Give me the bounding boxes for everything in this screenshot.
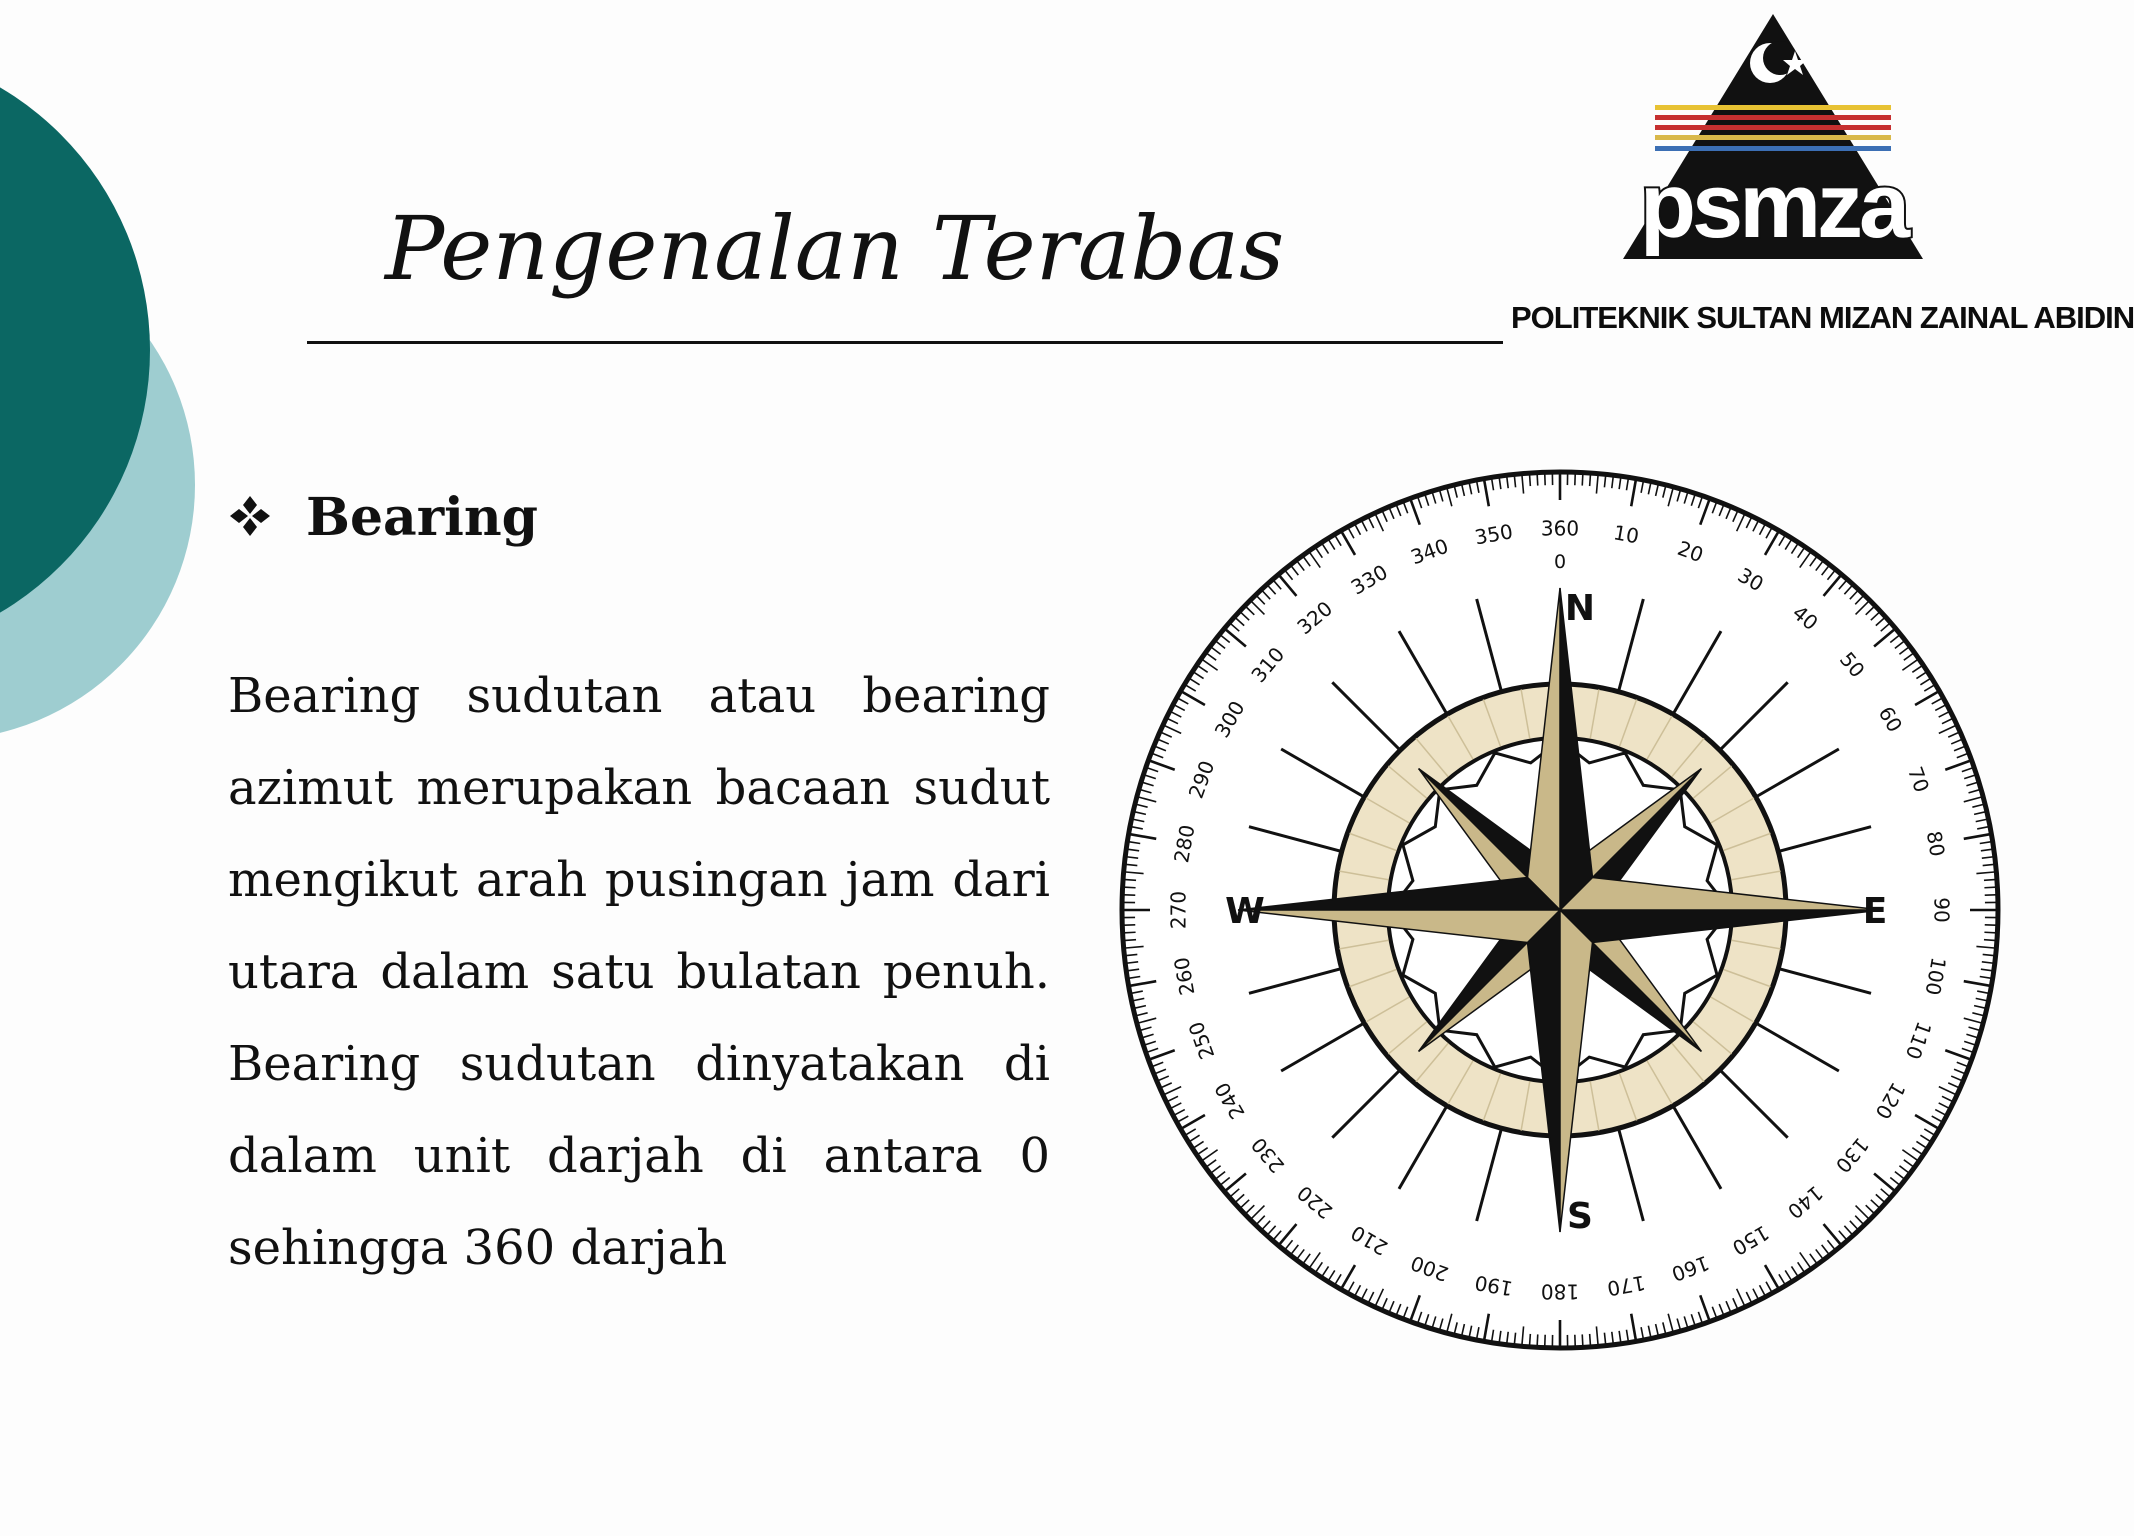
degree-tick	[1530, 475, 1531, 486]
degree-tick	[1537, 1334, 1538, 1345]
degree-label: 200	[1407, 1250, 1452, 1287]
degree-tick	[1125, 880, 1136, 881]
degree-label: 180	[1540, 1279, 1580, 1304]
logo-wordmark: psmza	[1639, 155, 1907, 257]
title-underline	[307, 341, 1503, 344]
degree-label: 260	[1169, 955, 1200, 998]
degree-zero-label: 0	[1553, 551, 1567, 573]
degree-label: 270	[1166, 890, 1191, 930]
degree-tick	[1984, 887, 1995, 888]
degree-label: 220	[1292, 1180, 1338, 1224]
degree-label: 120	[1870, 1078, 1911, 1124]
degree-tick	[1984, 880, 1995, 881]
degree-label: 60	[1873, 702, 1908, 737]
degree-label: 280	[1169, 822, 1200, 865]
degree-label: 250	[1183, 1018, 1220, 1063]
degree-label: 90	[1929, 897, 1954, 923]
south-label: S	[1567, 1196, 1593, 1237]
degree-label: 340	[1407, 533, 1452, 570]
logo-caption: POLITEKNIK SULTAN MIZAN ZAINAL ABIDIN	[1511, 300, 2134, 335]
degree-label: 100	[1920, 955, 1951, 998]
slide-title: Pengenalan Terabas	[385, 197, 1285, 300]
degree-label: 170	[1605, 1270, 1648, 1301]
diamond-bullet-icon	[228, 494, 272, 538]
north-label: N	[1564, 588, 1596, 629]
degree-tick	[1984, 932, 1995, 933]
degree-label: 20	[1674, 535, 1707, 568]
degree-tick	[1590, 475, 1591, 486]
degree-label: 360	[1540, 516, 1580, 541]
degree-label: 30	[1733, 562, 1768, 597]
degree-tick	[1590, 1334, 1591, 1345]
degree-label: 10	[1611, 520, 1641, 549]
degree-label: 240	[1209, 1078, 1250, 1124]
degree-tick	[1582, 475, 1583, 486]
degree-tick	[1984, 940, 1995, 941]
compass-diagram	[1105, 455, 2015, 1365]
psmza-logo	[1505, 5, 2134, 350]
degree-label: 330	[1346, 559, 1392, 600]
degree-label: 50	[1834, 647, 1870, 683]
logo-mark	[1505, 5, 2048, 305]
degree-tick	[1582, 1334, 1583, 1345]
degree-label: 310	[1246, 642, 1290, 688]
bullet-label: Bearing	[306, 487, 539, 548]
degree-label: 150	[1728, 1220, 1774, 1261]
degree-tick	[1537, 475, 1538, 486]
degree-label: 210	[1346, 1220, 1392, 1261]
degree-tick	[1125, 887, 1136, 888]
west-label: W	[1225, 891, 1265, 932]
compass-svg	[1105, 455, 2015, 1365]
degree-label: 300	[1209, 696, 1250, 742]
degree-label: 130	[1830, 1132, 1874, 1178]
degree-label: 290	[1183, 757, 1220, 802]
degree-label: 350	[1472, 519, 1515, 550]
degree-label: 40	[1787, 600, 1823, 636]
degree-label: 110	[1900, 1018, 1937, 1063]
degree-label: 160	[1668, 1250, 1713, 1287]
east-label: E	[1862, 891, 1888, 932]
degree-tick	[1125, 932, 1136, 933]
degree-label: 190	[1472, 1270, 1515, 1301]
degree-label: 230	[1246, 1132, 1290, 1178]
degree-label: 320	[1292, 596, 1338, 640]
body-paragraph: Bearing sudutan atau bearing azimut merupakan bacaan sudut mengikut arah pusingan jam dari utara dalam satu bulatan penuh. Bearing sudutan dinyatakan di dalam unit darjah di antara 0 sehingga 360 darjah	[228, 668, 1050, 1276]
degree-label: 140	[1782, 1180, 1828, 1224]
degree-label: 80	[1921, 829, 1950, 859]
degree-tick	[1530, 1334, 1531, 1345]
degree-label: 70	[1902, 763, 1935, 796]
degree-tick	[1125, 940, 1136, 941]
